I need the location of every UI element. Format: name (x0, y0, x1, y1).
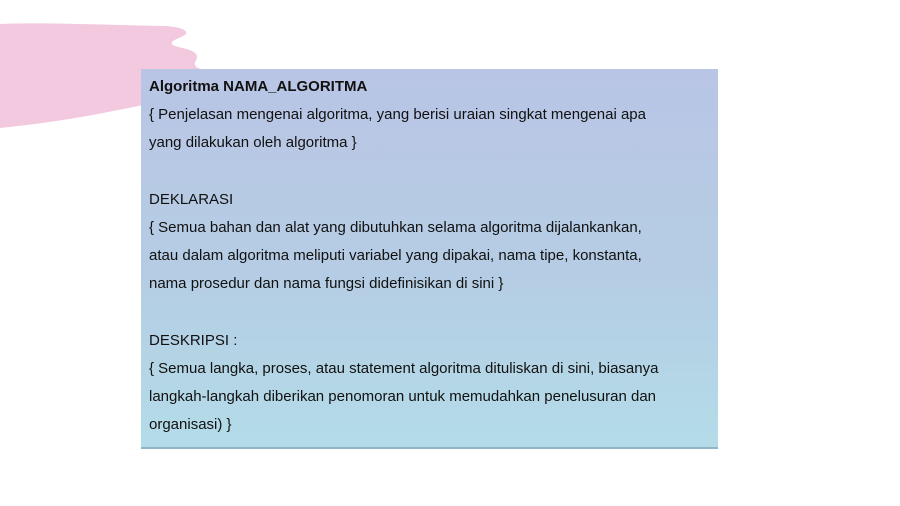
section-spacer (149, 299, 708, 327)
algorithm-title: Algoritma NAMA_ALGORITMA (149, 78, 368, 95)
section-spacer (149, 158, 708, 186)
description-label: DESKRIPSI : (149, 331, 238, 349)
description-comment-line-1: { Semua langka, proses, atau statement algoritma dituliskan di sini, biasanya (149, 359, 659, 377)
declaration-comment-line-3: nama prosedur dan nama fungsi didefinisikan di sini } (149, 275, 504, 293)
declaration-comment-line-2: atau dalam algoritma meliputi variabel yang dipakai, nama tipe, konstanta, (149, 247, 642, 265)
header-comment-line-2: yang dilakukan oleh algoritma } (149, 134, 357, 152)
algorithm-template-box (141, 69, 718, 449)
declaration-label: DEKLARASI (149, 190, 234, 208)
declaration-comment-line-1: { Semua bahan dan alat yang dibutuhkan selama algoritma dijalankankan, (149, 218, 642, 236)
header-comment-line-1: { Penjelasan mengenai algoritma, yang berisi uraian singkat mengenai apa (149, 106, 646, 124)
description-comment-line-2: langkah-langkah diberikan penomoran untuk memudahkan penelusuran dan (149, 388, 657, 406)
description-comment-line-3: organisasi) } (149, 416, 232, 434)
